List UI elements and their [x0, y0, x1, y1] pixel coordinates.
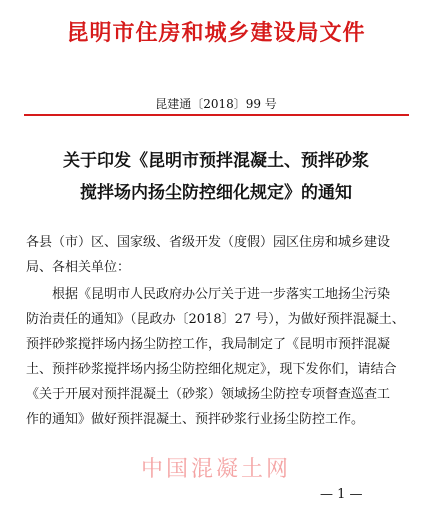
body-line: 预拌砂浆搅拌场内扬尘防控工作，我局制定了《昆明市预拌混凝 — [26, 337, 391, 352]
document-number: 昆建通〔2018〕99 号 — [155, 97, 277, 111]
document-title-line: 搅拌场内扬尘防控细化规定》的通知 — [80, 183, 352, 203]
document-title — [0, 145, 432, 209]
document-header-title: 昆明市住房和城乡建设局文件 — [66, 21, 366, 46]
body-line: 防治责任的通知》（昆政办〔2018〕27 号），为做好预拌混凝土、 — [26, 312, 405, 327]
addressee-line: 各县（市）区、国家级、省级开发（度假）园区住房和城乡建设 — [26, 235, 391, 250]
addressee-block — [26, 230, 410, 280]
watermark-text: 中国混凝土网 — [140, 457, 291, 482]
document-title-line: 关于印发《昆明市预拌混凝土、预拌砂浆 — [63, 151, 369, 171]
body-paragraph — [26, 282, 410, 432]
addressee-line: 局、各相关单位： — [26, 260, 131, 275]
page-number: — 1 — — [320, 487, 363, 502]
red-divider-line — [24, 114, 409, 116]
body-line: 根据《昆明市人民政府办公厅关于进一步落实工地扬尘污染 — [52, 287, 391, 302]
body-line: 土、预拌砂浆搅拌场内扬尘防控细化规定》，现下发你们，请结合 — [26, 362, 397, 377]
body-line: 作的通知》做好预拌混凝土、预拌砂浆行业扬尘防控工作。 — [26, 412, 365, 427]
body-line: 《关于开展对预拌混凝土（砂浆）领域扬尘防控专项督查巡查工 — [26, 387, 391, 402]
